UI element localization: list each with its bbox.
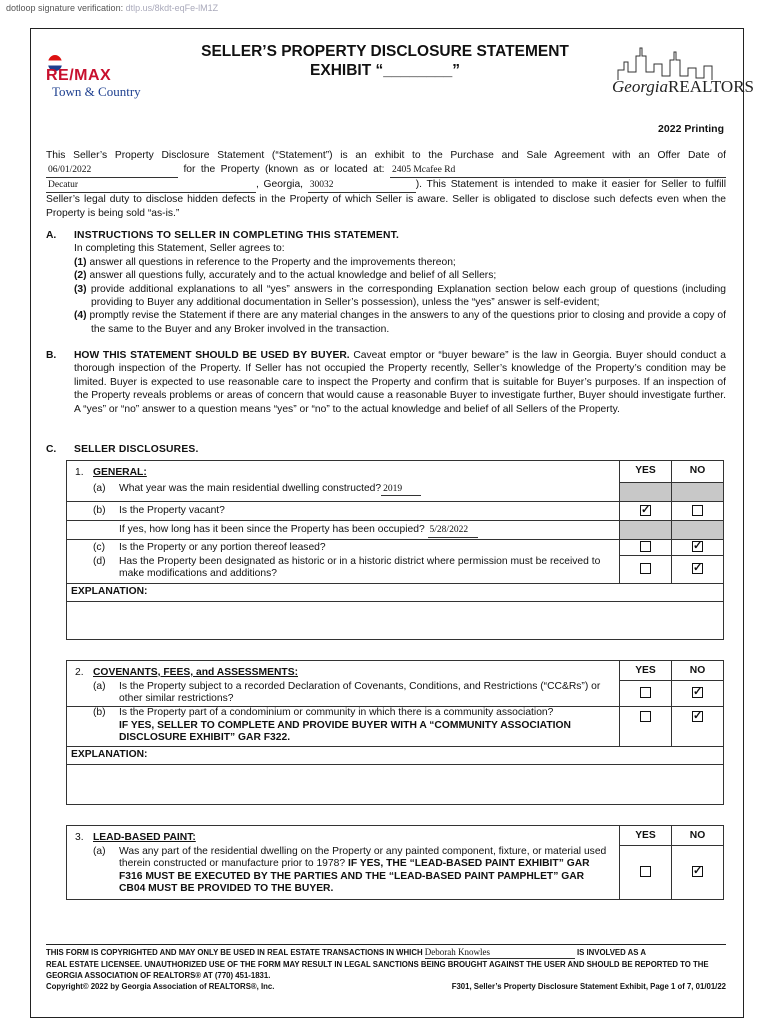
intro-paragraph: This Seller’s Property Disclosure Statement (“Statement”) is an exhibit to the Purchase and Sale Agreement with an Offer Date of 06/01/2022 for the Property (known as or located at: 2405 Mcafee Rd Decatur , Georgia, 30032 ). This Statement is intended to make it easier for Seller to fulfill Seller’s legal duty to disclose hidden defects in the Property of which Seller is aware. Seller is obligated to disclose such defects even when the Property is being sold “as-is.” [46, 150, 726, 219]
offer-date-field[interactable]: 06/01/2022 [46, 163, 178, 178]
year-built-field[interactable]: 2019 [381, 483, 421, 497]
instruction-item: (3) provide additional explanations to all “yes” answers in the corresponding Explanation section below each group of questions (including providing to Buyer any additional documentation in Seller’s possession), unless the “yes” answer is self-evident; [74, 283, 726, 309]
form-id: F301, Seller’s Property Disclosure Statement Exhibit, Page 1 of 7, 01/01/22 [451, 982, 726, 991]
printing-year: 2022 Printing [658, 123, 724, 135]
community-no-checkbox[interactable] [692, 711, 703, 722]
zip-field[interactable]: 30032 [308, 178, 416, 193]
georgia-realtors-logo [608, 42, 755, 102]
leased-yes-checkbox[interactable] [640, 541, 651, 552]
section-a: A. INSTRUCTIONS TO SELLER IN COMPLETING THIS STATEMENT. In completing this Statement, Seller agrees to: (1) answer all questions in reference to the Property and the improvements thereon; (2) answer all questions fully, accurately and to the actual knowledge and belief of all Sellers; (3) provide additional explanations to all “yes” answers in the corresponding Explanation section below each group of questions (including providing to Buyer any additional documentation in Seller’s possession), unless the “yes” answer is self-evident; (4) promptly revise the Statement if there are any material changes in the answers to any of the questions prior to closing and provide a copy of the same to the Buyer and any Broker involved in the transaction. [46, 230, 726, 335]
ccrs-no-checkbox[interactable] [692, 687, 703, 698]
explanation-label: EXPLANATION: [67, 584, 724, 602]
page-title [170, 42, 600, 80]
instruction-item: (1) answer all questions in reference to the Property and the improvements thereon; [74, 256, 456, 268]
no-header: NO [672, 461, 724, 483]
footer-divider [46, 944, 726, 945]
footer: THIS FORM IS COPYRIGHTED AND MAY ONLY BE USED IN REAL ESTATE TRANSACTIONS IN WHICH Deborah Knowles IS INVOLVED AS A REAL ESTATE LICENSEE. UNAUTHORIZED USE OF THE FORM MAY RESULT IN LEGAL SANCTIONS BEING BROUGHT AGAINST THE USER AND SHOULD BE REPORTED TO THE GEORGIA ASSOCIATION OF REALTORS® AT (770) 451-1831. Copyright© 2022 by Georgia Association of REALTORS®, Inc. F301, Seller’s Property Disclosure Statement Exhibit, Page 1 of 7, 01/01/22 [46, 947, 726, 991]
section-c-heading: SELLER DISCLOSURES. [74, 444, 199, 455]
skyline-icon [608, 42, 738, 82]
community-yes-checkbox[interactable] [640, 711, 651, 722]
instruction-item: (4) promptly revise the Statement if there are any material changes in the answers to any of the questions prior to closing and provide a copy of the same to the Buyer and any Broker involved in the transaction. [74, 310, 726, 335]
lead-paint-table: 3. LEAD-BASED PAINT: YES NO (a) Was any part of the residential dwelling on the Property or any painted component, fixture, or material used therein constructed or manufacture prior to 1978? IF YES, THE “LEAD-BASED PAINT EXHIBIT” GAR F316 MUST BE EXECUTED BY THE PARTIES AND THE “LEAD-BASED PAINT PAMPHLET” GAR CB04 MUST BE PROVIDED TO THE BUYER. ✓ [66, 825, 724, 900]
gr-wordmark: GeorgiaREALTORS [612, 77, 755, 96]
historic-no-checkbox[interactable] [692, 563, 703, 574]
title-line2: EXHIBIT “________” [310, 62, 460, 79]
instruction-item: (2) answer all questions fully, accurately and to the actual knowledge and belief of all Sellers; [74, 270, 497, 282]
general-heading: GENERAL: [93, 467, 147, 478]
vacant-yes-checkbox[interactable] [640, 505, 651, 516]
yes-header: YES [620, 461, 672, 483]
covenants-table: 2. COVENANTS, FEES, and ASSESSMENTS: YES NO (a) Is the Property subject to a recorded Declaration of Covenants, Conditions, and Restrictions (“CC&Rs”) or other similar restrictions? ✓ (b) Is the Property part of a condominium or community in which there is a community association? IF YES, SELLER TO COMPLETE AND PROVIDE BUYER WITH A “COMMUNITY ASSOCIATION DISCLOSURE EXHIBIT” GAR F322. ✓ EXPLANATION: [66, 660, 724, 805]
address-field[interactable]: 2405 Mcafee Rd [390, 163, 726, 178]
vacant-no-checkbox[interactable] [692, 505, 703, 516]
lead-heading: LEAD-BASED PAINT: [93, 832, 196, 843]
section-c: C. SELLER DISCLOSURES. [46, 443, 726, 457]
verification-label: dotloop signature verification: [6, 3, 124, 13]
remax-logo [40, 55, 150, 105]
section-b: B. HOW THIS STATEMENT SHOULD BE USED BY BUYER. Caveat emptor or “buyer beware” is the law in Georgia. Buyer should conduct a thorough inspection of the Property. If Seller has not occupied the Property recently, Seller’s knowledge of the Property’s condition may be limited. Buyer is expected to use reasonable care to inspect the Property and confirm that is suitable for Buyer’s purposes. If an inspection of the Property reveals problems or areas of concern that would cause a reasonable Buyer to investigate further, Buyer should investigate further. A “yes” or “no” answer to a question means “yes” or “no” to the actual knowledge and belief of all Sellers of the Property. [46, 350, 726, 415]
general-table: 1. GENERAL: YES NO (a) What year was the main residential dwelling constructed? 2019 (b) Is the Property vacant? ✓ If yes, how long has it been since the Property has been occupied? 5/28/2022 (c) Is the Property or any portion thereof leased? ✓ (d) Has the Property been designated as historic or in a historic district where permission must be received to make modifications and additions? ✓ EXPLANATION: [66, 460, 724, 640]
signature-verification [6, 3, 218, 13]
copyright: Copyright© 2022 by Georgia Association of REALTORS®, Inc. [46, 982, 275, 991]
explanation-field[interactable] [67, 601, 724, 639]
title-line1: SELLER’S PROPERTY DISCLOSURE STATEMENT [201, 43, 569, 60]
leased-no-checkbox[interactable] [692, 541, 703, 552]
historic-yes-checkbox[interactable] [640, 563, 651, 574]
occupied-date-field[interactable]: 5/28/2022 [428, 524, 478, 538]
lead-no-checkbox[interactable] [692, 866, 703, 877]
licensee-field[interactable]: Deborah Knowles [425, 947, 575, 959]
covenants-heading: COVENANTS, FEES, and ASSESSMENTS: [93, 667, 299, 678]
verification-link[interactable]: dtlp.us/8kdt-eqFe-lM1Z [125, 3, 219, 13]
section-a-heading: INSTRUCTIONS TO SELLER IN COMPLETING THIS STATEMENT. [74, 230, 400, 241]
remax-sub: Town & Country [52, 84, 141, 99]
remax-brand: RE/MAX [46, 67, 112, 84]
section-b-heading: HOW THIS STATEMENT SHOULD BE USED BY BUYER. [74, 350, 350, 361]
city-field[interactable]: Decatur [46, 178, 256, 193]
lead-yes-checkbox[interactable] [640, 866, 651, 877]
ccrs-yes-checkbox[interactable] [640, 687, 651, 698]
explanation-field[interactable] [67, 764, 724, 804]
